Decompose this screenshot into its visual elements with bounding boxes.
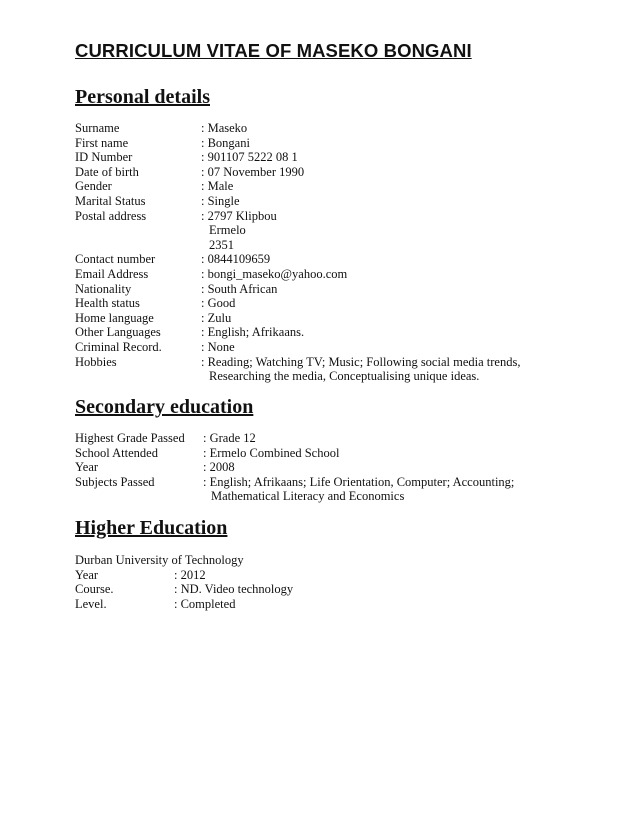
detail-value-line: : 0844109659	[201, 252, 271, 267]
detail-value	[174, 597, 235, 612]
detail-label: Email Address	[75, 266, 149, 281]
detail-row	[75, 431, 514, 446]
detail-label: School Attended	[75, 445, 158, 460]
detail-value-line: : English; Afrikaans; Life Orientation, Computer; Accounting;	[203, 474, 515, 489]
detail-row	[75, 475, 514, 504]
detail-value-line: : Good	[201, 296, 236, 311]
personal-details-list	[75, 121, 520, 384]
detail-value-line: : Zulu	[201, 310, 232, 325]
detail-row	[75, 325, 520, 340]
detail-row	[75, 194, 520, 209]
detail-row	[75, 150, 520, 165]
detail-value-line: Ermelo	[209, 223, 246, 238]
detail-row	[75, 296, 520, 311]
detail-value-line: : Maseko	[201, 121, 248, 135]
detail-row	[75, 121, 520, 136]
detail-label: Hobbies	[75, 354, 117, 369]
higher-education-heading: Higher Education	[75, 517, 228, 539]
detail-value-line: 2351	[209, 237, 234, 252]
detail-value-line: Researching the media, Conceptualising unique ideas.	[209, 369, 480, 384]
detail-label: Contact number	[75, 252, 156, 267]
detail-row	[75, 568, 293, 583]
detail-value-line: : 901107 5222 08 1	[201, 150, 298, 165]
detail-row	[75, 252, 520, 267]
detail-value	[201, 267, 347, 282]
detail-label: ID Number	[75, 150, 133, 165]
detail-label: Subjects Passed	[75, 474, 155, 489]
detail-value-line: : Bongani	[201, 135, 250, 150]
detail-value-line: : Single	[201, 193, 240, 208]
detail-row	[75, 460, 514, 475]
detail-label: Criminal Record.	[75, 339, 162, 354]
detail-value-line: : 2012	[174, 567, 206, 582]
detail-value	[201, 194, 240, 209]
detail-value-line: : bongi_maseko@yahoo.com	[201, 266, 348, 281]
detail-value-line: : 07 November 1990	[201, 164, 305, 179]
detail-value	[174, 568, 206, 583]
detail-value	[201, 179, 233, 194]
detail-label: Health status	[75, 296, 140, 311]
detail-row	[75, 582, 293, 597]
detail-row	[75, 282, 520, 297]
detail-value	[201, 121, 247, 136]
detail-label: Home language	[75, 310, 154, 325]
detail-value	[201, 150, 298, 165]
higher-education-rows	[75, 568, 293, 612]
detail-value-line: : Ermelo Combined School	[203, 445, 340, 460]
detail-value-line: : None	[201, 339, 235, 354]
detail-value	[174, 582, 293, 597]
secondary-education-heading: Secondary education	[75, 396, 254, 418]
detail-label: First name	[75, 135, 129, 150]
detail-value	[201, 252, 270, 267]
institution-name: Durban University of Technology	[75, 553, 244, 567]
detail-value	[201, 282, 277, 297]
detail-value-line: : Male	[201, 179, 234, 194]
detail-value	[201, 296, 235, 311]
detail-value-line: Mathematical Literacy and Economics	[211, 489, 405, 504]
detail-value	[201, 311, 231, 326]
secondary-education-list	[75, 431, 514, 504]
detail-row	[75, 446, 514, 461]
higher-education-list	[75, 553, 293, 611]
detail-label: Other Languages	[75, 325, 161, 340]
detail-value-line: : South African	[201, 281, 278, 296]
detail-value	[201, 325, 304, 340]
detail-value-line: : Completed	[174, 596, 236, 611]
detail-label: Postal address	[75, 208, 147, 223]
detail-row	[75, 136, 520, 151]
detail-row	[75, 165, 520, 180]
detail-value	[203, 446, 339, 461]
detail-value	[201, 355, 520, 384]
detail-value-line: : 2797 Klipbou	[201, 208, 277, 223]
detail-row	[75, 179, 520, 194]
detail-value-line: : English; Afrikaans.	[201, 325, 305, 340]
detail-label: Level.	[75, 596, 107, 611]
personal-details-heading: Personal details	[75, 86, 210, 108]
detail-label: Year	[75, 460, 99, 475]
detail-row	[75, 311, 520, 326]
cv-title: CURRICULUM VITAE OF MASEKO BONGANI	[75, 40, 472, 61]
detail-label: Date of birth	[75, 164, 139, 179]
detail-label: Gender	[75, 179, 112, 194]
detail-value	[203, 431, 256, 446]
detail-row	[75, 355, 520, 384]
detail-row	[75, 267, 520, 282]
detail-value	[201, 340, 235, 355]
detail-row	[75, 209, 520, 253]
detail-value-line: : Grade 12	[203, 431, 256, 445]
detail-value	[203, 460, 235, 475]
detail-row	[75, 597, 293, 612]
detail-value-line: : 2008	[203, 460, 235, 475]
detail-label: Marital Status	[75, 193, 146, 208]
detail-value-line: : ND. Video technology	[174, 582, 294, 597]
detail-row	[75, 340, 520, 355]
detail-label: Surname	[75, 121, 120, 135]
detail-label: Course.	[75, 582, 114, 597]
detail-label: Nationality	[75, 281, 132, 296]
detail-value-line: : Reading; Watching TV; Music; Following social media trends,	[201, 354, 521, 369]
detail-label: Highest Grade Passed	[75, 431, 185, 445]
detail-value	[201, 136, 250, 151]
detail-value	[201, 209, 277, 253]
detail-label: Year	[75, 567, 99, 582]
detail-value	[201, 165, 304, 180]
detail-value	[203, 475, 514, 504]
